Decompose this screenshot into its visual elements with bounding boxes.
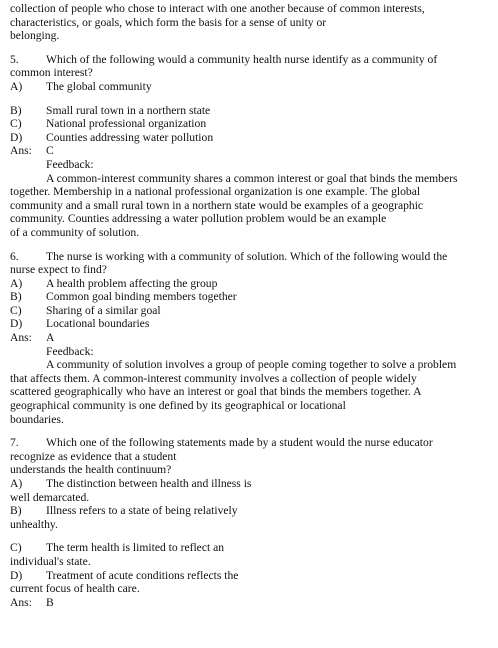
option-b: [10, 504, 490, 531]
option-c: [10, 304, 490, 318]
option-label: D): [10, 568, 23, 582]
text-line: characteristics, or goals, which form the basis for a sense of unity or: [10, 15, 327, 29]
option-d: [10, 317, 490, 331]
option-b: [10, 104, 490, 118]
option-a: [10, 277, 490, 291]
feedback-title: Feedback:: [46, 344, 94, 358]
option-text: well demarcated.: [10, 490, 90, 504]
option-label: D): [10, 130, 23, 144]
option-text: Small rural town in a northern state: [46, 103, 211, 117]
question-7: [10, 436, 490, 609]
option-label: A): [10, 477, 23, 490]
option-d: [10, 569, 490, 596]
question-text: The nurse is working with a community of solution. Which of the following would the: [46, 249, 448, 263]
question-text: Which of the following would a community health nurse identify as a community of: [46, 52, 438, 66]
option-label: B): [10, 504, 22, 518]
question-number: 5.: [10, 52, 19, 66]
option-a: [10, 477, 490, 504]
option-text: Common goal binding members together: [46, 290, 237, 304]
answer: [10, 331, 490, 345]
feedback-text: A common-interest community shares a common interest or goal that binds the members together. Membership in a national professional organization is one example. The global community and a small rural town in a northern state would be examples of a geographic community. Counties addressing a water pollution problem would be an example of a community of solution.: [10, 171, 458, 239]
question-text: Which one of the following statements made by a student would the nurse educator: [46, 436, 433, 450]
question-text: recognize as evidence that a student: [10, 449, 177, 463]
answer-value: A: [46, 331, 55, 345]
option-d: [10, 131, 490, 145]
answer-label: Ans:: [10, 144, 32, 158]
option-a: [10, 80, 490, 94]
option-text: Counties addressing water pollution: [46, 130, 214, 144]
option-c: [10, 117, 490, 131]
option-c: [10, 541, 490, 568]
question-5: [10, 53, 490, 240]
option-label: C): [10, 541, 22, 555]
intro-paragraph: [10, 2, 490, 43]
option-text: The global community: [46, 79, 152, 93]
text-line: collection of people who chose to interact with one another because of common interests,: [10, 2, 425, 15]
option-text: The term health is limited to reflect an: [46, 541, 225, 555]
option-text: unhealthy.: [10, 517, 58, 531]
option-text: National professional organization: [46, 117, 207, 131]
answer-value: C: [46, 144, 54, 158]
option-label: A): [10, 79, 23, 93]
answer-value: B: [46, 595, 54, 609]
answer-label: Ans:: [10, 331, 32, 345]
option-label: B): [10, 103, 22, 117]
text-line: belonging.: [10, 29, 60, 43]
option-text: current focus of health care.: [10, 582, 140, 596]
question-text: common interest?: [10, 66, 93, 80]
option-text: Sharing of a similar goal: [46, 303, 161, 317]
document-page: [10, 2, 490, 609]
option-text: Locational boundaries: [46, 317, 150, 331]
option-text: The distinction between health and illness is: [46, 477, 252, 490]
question-number: 7.: [10, 436, 19, 450]
option-label: A): [10, 276, 23, 290]
option-text: Treatment of acute conditions reflects the: [46, 568, 239, 582]
option-text: Illness refers to a state of being relatively: [46, 504, 238, 518]
question-text: understands the health continuum?: [10, 463, 172, 477]
answer: [10, 596, 490, 610]
question-text: nurse expect to find?: [10, 263, 107, 277]
option-label: D): [10, 317, 23, 331]
option-label: C): [10, 117, 22, 131]
option-text: individual's state.: [10, 554, 91, 568]
option-label: B): [10, 290, 22, 304]
option-label: C): [10, 303, 22, 317]
option-b: [10, 290, 490, 304]
answer-label: Ans:: [10, 595, 32, 609]
feedback-title: Feedback:: [46, 157, 94, 171]
option-text: A health problem affecting the group: [46, 276, 218, 290]
feedback-text: A community of solution involves a group of people coming together to solve a problem that affects them. A common-interest community involves a collection of people widely scattered geographically who have an interest or goal that binds the members together. A geographical community is one defined by its geographical or locational boundaries.: [10, 358, 457, 426]
question-number: 6.: [10, 249, 19, 263]
question-6: [10, 250, 490, 427]
answer: [10, 144, 490, 158]
